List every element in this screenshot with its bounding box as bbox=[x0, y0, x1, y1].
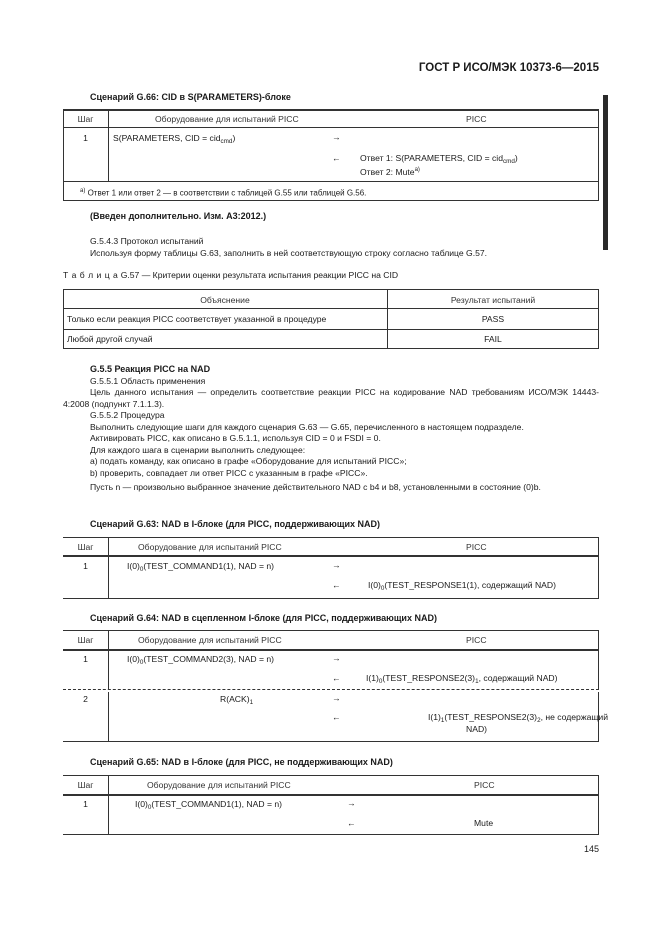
section-title: G.5.5 Реакция PICC на NAD bbox=[90, 364, 211, 374]
col-header-step: Шаг bbox=[77, 114, 94, 124]
table-g57-caption: Т а б л и ц а G.57 — Критерии оценки результата испытания реакции PICC на CID bbox=[63, 270, 399, 280]
col-header-picc: PICC bbox=[474, 780, 495, 790]
scenario-g65-title: Сценарий G.65: NAD в I-блоке (для PICC, не поддерживающих NAD) bbox=[90, 757, 393, 767]
arrow-left-icon: ← bbox=[332, 580, 341, 590]
arrow-left-icon: ← bbox=[332, 153, 341, 163]
section-g543 bbox=[90, 236, 598, 259]
picc-response-1: Ответ 1: S(PARAMETERS, CID = cid$_{cmd}$) bbox=[360, 153, 518, 165]
paragraph: Для каждого шага в сценарии выполнить следующее: bbox=[90, 444, 306, 455]
col-header-step: Шаг bbox=[77, 635, 94, 645]
picc-response-cont: NAD) bbox=[466, 724, 488, 734]
table-footnote: $^{a)}$ Ответ 1 или ответ 2 — в соответствии с таблицей G.55 или таблицей G.56. bbox=[80, 188, 367, 198]
table-row-result: FAIL bbox=[484, 334, 502, 344]
col-header-step: Шаг bbox=[77, 542, 94, 552]
picc-response-2: Ответ 2: Mute$^{a)}$ bbox=[360, 166, 420, 177]
picc-response: Mute bbox=[474, 818, 494, 828]
paragraph: Активировать PICC, как описано в G.5.1.1, используя CID = 0 и FSDI = 0. bbox=[90, 433, 381, 444]
arrow-left-icon: ← bbox=[347, 818, 356, 828]
equipment-command: S(PARAMETERS, CID = cid$_{cmd}$) bbox=[113, 133, 236, 145]
step-number: 1 bbox=[83, 799, 88, 809]
step-number: 1 bbox=[83, 133, 88, 143]
subsection-title: G.5.5.2 Процедура bbox=[90, 410, 165, 420]
table-row-explanation: Любой другой случай bbox=[67, 334, 153, 344]
equipment-command: $I(0)_0(TEST\_COMMAND1(1)$, NAD = n) bbox=[127, 561, 274, 573]
page-number: 145 bbox=[583, 844, 599, 854]
section-title: G.5.4.3 Протокол испытаний bbox=[90, 236, 204, 246]
scenario-g63-title: Сценарий G.63: NAD в I-блоке (для PICC, поддерживающих NAD) bbox=[90, 519, 380, 529]
arrow-right-icon: → bbox=[332, 653, 341, 663]
picc-response: $I(1)_1(TEST\_RESPONSE2(3)_2$, не содержащий bbox=[428, 712, 609, 724]
table-row-result: PASS bbox=[481, 314, 505, 324]
arrow-right-icon: → bbox=[347, 798, 356, 808]
scenario-g64-title: Сценарий G.64: NAD в сцепленном I-блоке (для PICC, поддерживающих NAD) bbox=[90, 613, 437, 623]
col-header-equipment: Оборудование для испытаний PICC bbox=[138, 635, 282, 645]
amendment-note: (Введен дополнительно. Изм. А3:2012.) bbox=[90, 211, 267, 221]
paragraph: Выполнить следующие шаги для каждого сценария G.63 — G.65, перечисленного в настоящем подразделе. bbox=[90, 421, 524, 432]
arrow-right-icon: → bbox=[332, 132, 341, 142]
step-number: 2 bbox=[83, 694, 88, 704]
edge-marker bbox=[603, 95, 608, 250]
scenario-g66-title: Сценарий G.66: CID в S(PARAMETERS)-блоке bbox=[90, 92, 291, 102]
equipment-command: $R(ACK)_1$ bbox=[220, 694, 254, 706]
paragraph: Используя форму таблицы G.63, заполнить в ней соответствующую строку согласно таблице G.57. bbox=[90, 247, 488, 258]
col-header-equipment: Оборудование для испытаний PICC bbox=[147, 780, 291, 790]
arrow-right-icon: → bbox=[332, 560, 341, 570]
list-item: а) подать команду, как описано в графе «Оборудование для испытаний PICC»; bbox=[90, 456, 407, 467]
col-header-explanation: Объяснение bbox=[200, 295, 250, 305]
col-header-step: Шаг bbox=[77, 780, 94, 790]
equipment-command: $I(0)_0(TEST\_COMMAND2(3)$, NAD = n) bbox=[127, 654, 274, 666]
table-row-explanation: Только если реакция PICC соответствует указанной в процедуре bbox=[67, 314, 327, 324]
col-header-picc: PICC bbox=[466, 114, 487, 124]
paragraph: Цель данного испытания — определить соответствие реакции PICC на кодирование NAD требованиям ИСО/МЭК 14443-4:2008 (подпункт 7.1.1.3). bbox=[63, 387, 599, 409]
col-header-equipment: Оборудование для испытаний PICC bbox=[138, 542, 282, 552]
arrow-left-icon: ← bbox=[332, 673, 341, 683]
document-header: ГОСТ Р ИСО/МЭК 10373-6—2015 bbox=[418, 62, 599, 74]
step-number: 1 bbox=[83, 654, 88, 664]
col-header-picc: PICC bbox=[466, 542, 487, 552]
equipment-command: $I(0)_0(TEST\_COMMAND1(1)$, NAD = n) bbox=[135, 799, 282, 811]
arrow-right-icon: → bbox=[332, 693, 341, 703]
subsection-title: G.5.5.1 Область применения bbox=[90, 375, 206, 386]
picc-response: $I(1)_0(TEST\_RESPONSE2(3)_1$, содержащий NAD) bbox=[366, 673, 558, 685]
step-number: 1 bbox=[83, 561, 88, 571]
list-item: b) проверить, совпадает ли ответ PICC с указанным в графе «PICC». bbox=[90, 467, 368, 478]
col-header-picc: PICC bbox=[466, 635, 487, 645]
section-g552 bbox=[90, 410, 598, 480]
col-header-result: Результат испытаний bbox=[450, 295, 536, 305]
col-header-equipment: Оборудование для испытаний PICC bbox=[155, 114, 299, 124]
arrow-left-icon: ← bbox=[332, 712, 341, 722]
paragraph: Пусть n — произвольно выбранное значение действительного NAD с b4 и b8, установленными в состояние (0)b. bbox=[90, 482, 541, 492]
section-g55 bbox=[90, 364, 598, 387]
picc-response: $I(0)_0(TEST\_RESPONSE1(1)$, содержащий NAD) bbox=[368, 580, 556, 592]
